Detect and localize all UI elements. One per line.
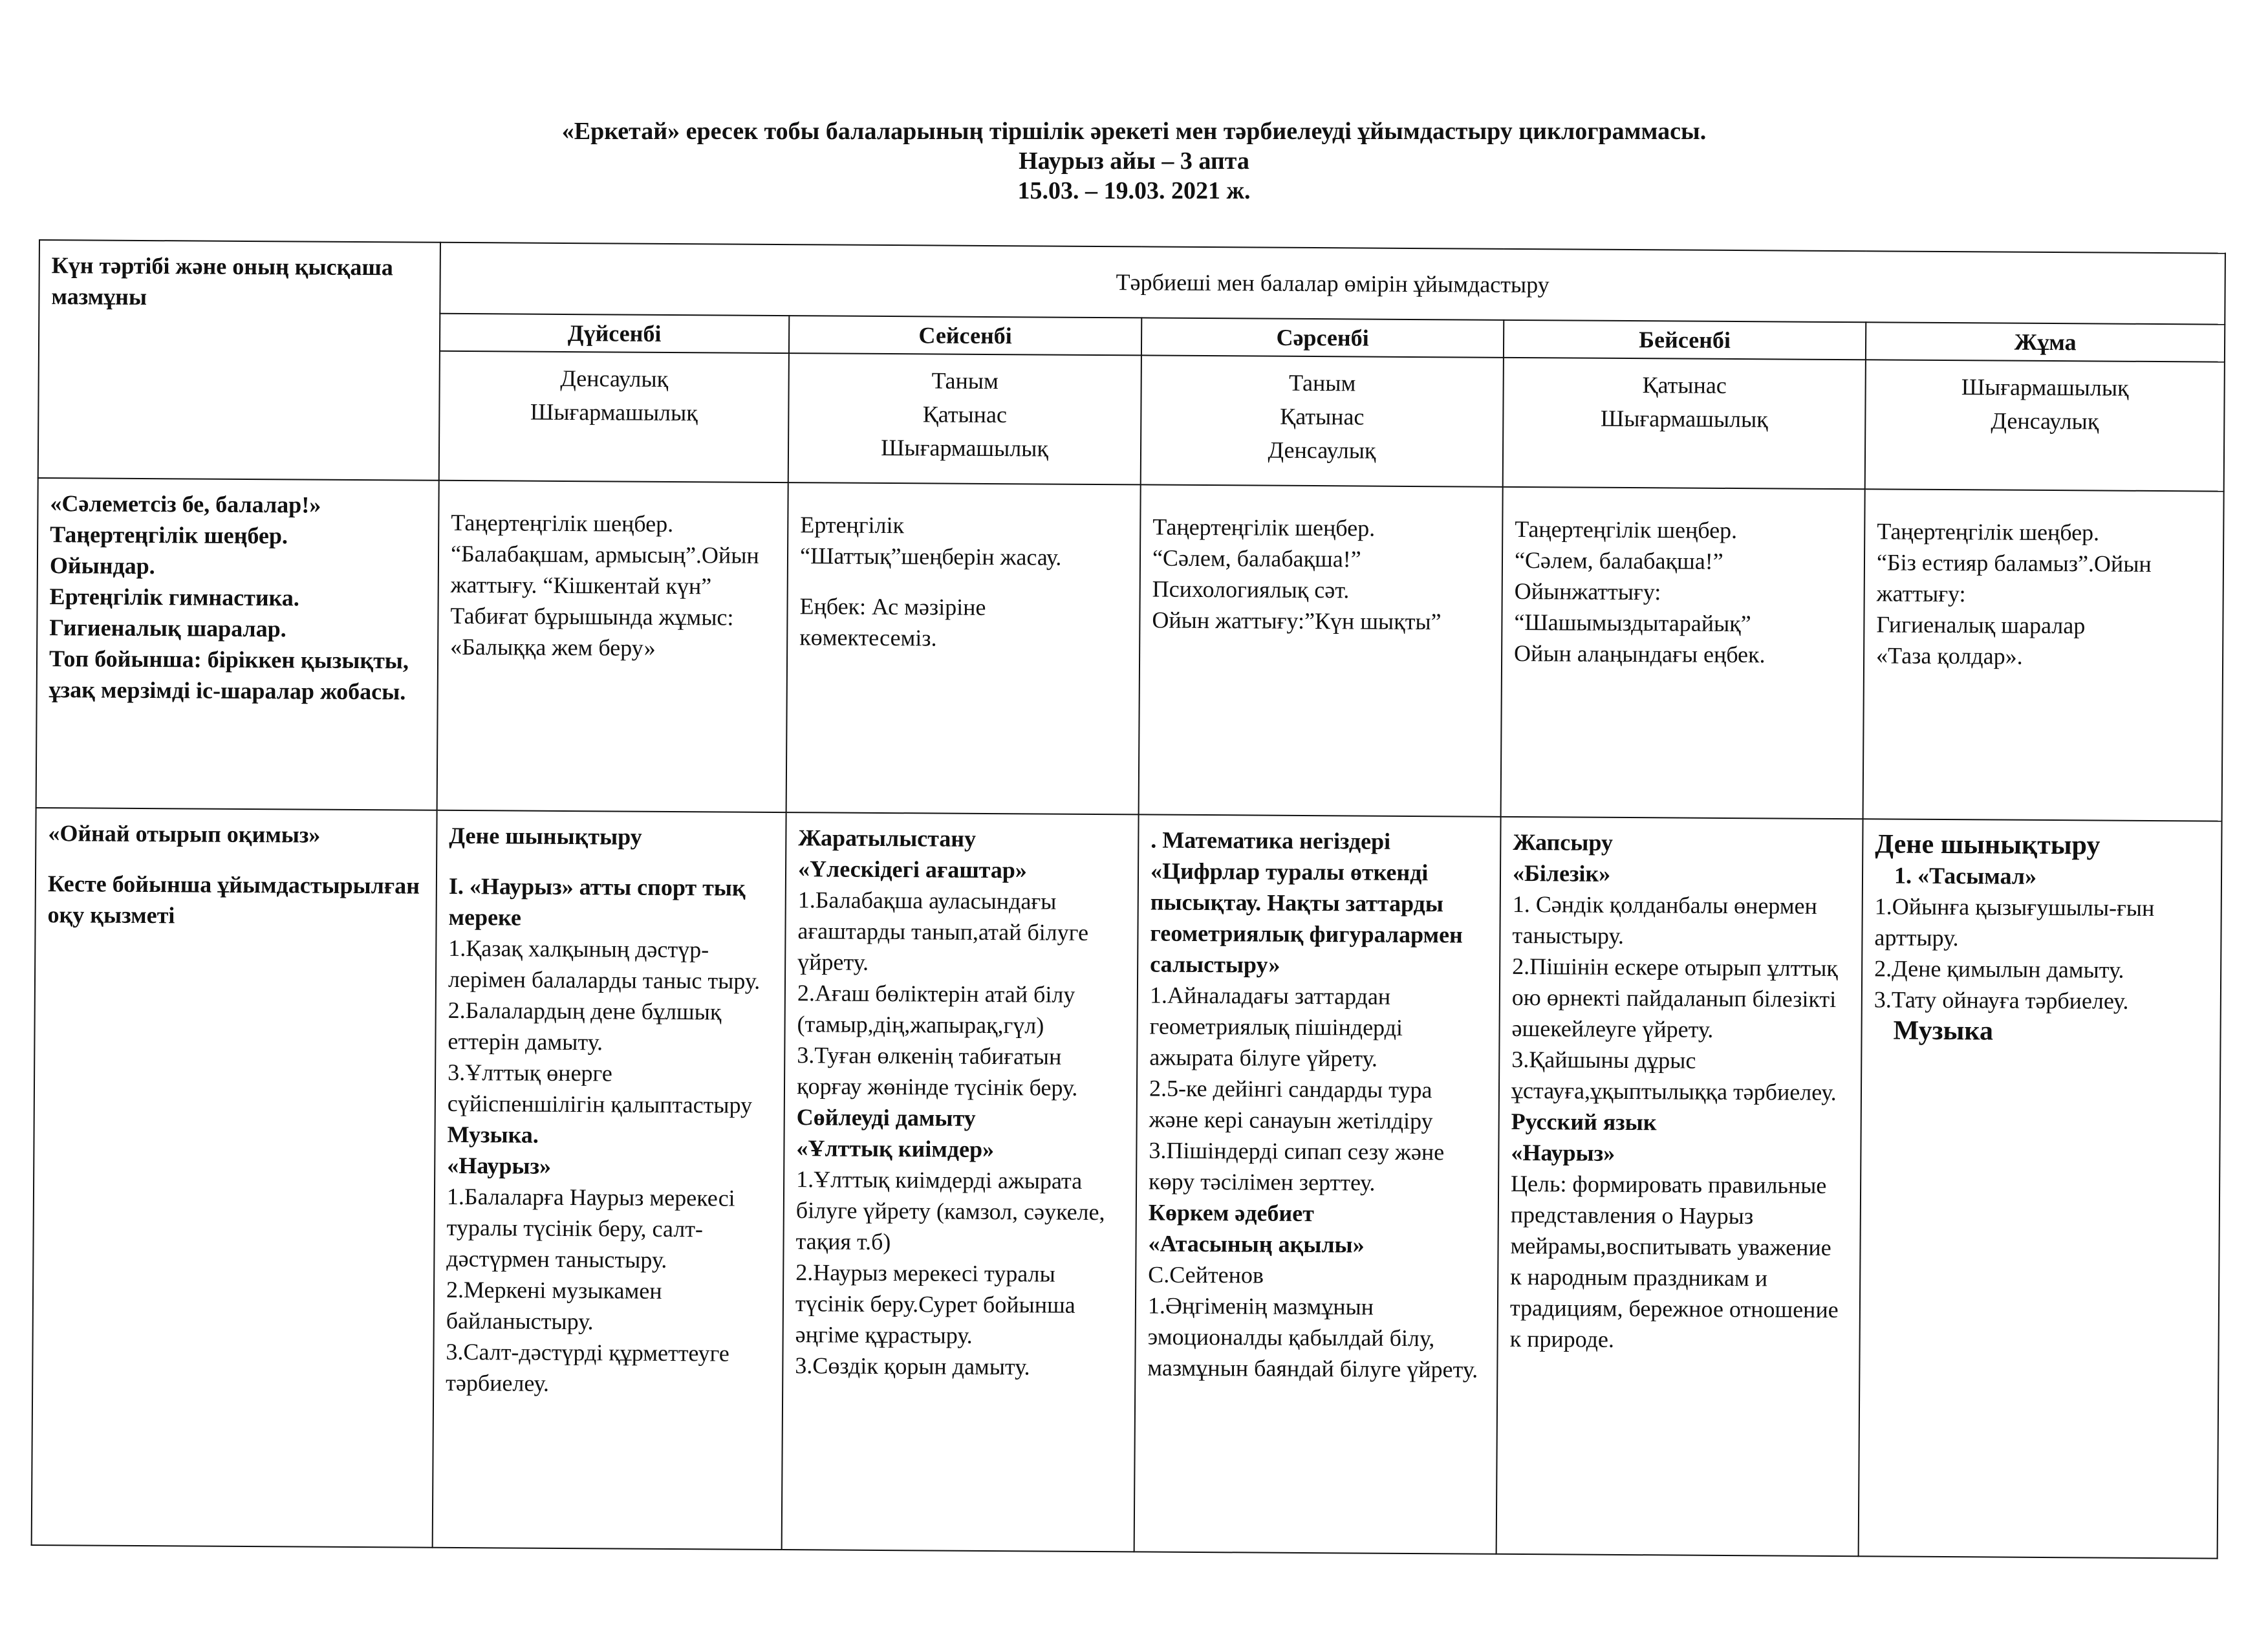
morning-line: Гигиеналық шаралар [1876,611,2086,639]
document-subtitle-month: Наурыз айы – 3 апта [1019,147,1249,175]
focus-item: Қатынас [1642,372,1727,398]
morning-line: «Таза қолдар». [1876,642,2023,669]
morning-line: Ойын жаттығу:”Күн шықты” [1152,607,1442,635]
row-head-line: Ойындар. [49,552,155,579]
day-name-wednesday: Сәрсенбі [1141,318,1504,357]
document-title: «Еркетай» ересек тобы балаларының тіршілік әрекеті мен тәрбиелеуді ұйымдастыру циклограммасы. [561,118,1707,145]
day-focus-thursday [1503,358,1866,489]
lesson-line: 2.Балалардың дене бұлшық еттерін дамыту. [448,997,722,1056]
lesson-line: 1.Балаларға Наурыз мерекесі туралы түсінік беру, салт-дәстүрмен таныстыру. [446,1183,735,1273]
row-head-line: Таңертеңгілік шеңбер. [50,521,288,549]
lesson-line: 1.Айналадағы заттардан геометриялық пішіндерді ажырата білуге үйрету. [1149,982,1403,1072]
lesson-line: Цель: формировать правильные представления о Наурыз мейрамы,воспитывать уважение к народным праздникам и традициям, бережное отношение к природе. [1509,1170,1839,1352]
focus-item: Қатынас [1280,403,1365,430]
friday-lesson-item: 3.Тату ойнауға тәрбиелеу. [1874,986,2129,1014]
morning-line: “Шаттық”шеңберін жасау. [799,543,1062,570]
lesson-heading: «Наурыз» [1511,1139,1615,1166]
lesson-heading: І. «Наурыз» атты спорт тық мереке [448,872,746,931]
focus-item: Денсаулық [560,365,669,392]
friday-lesson-item: 1.Ойынға қызығушылы-ғын арттыру. [1874,893,2155,951]
row-head-line: «Сәлеметсіз бе, балалар!» [50,490,321,518]
document-subtitle-dates: 15.03. – 19.03. 2021 ж. [1017,177,1251,204]
focus-item: Шығармашылық [881,434,1049,462]
lesson-heading: «Ұлттық киімдер» [796,1135,995,1163]
lesson-line: 3.Салт-дәстүрді құрметтеуге тәрбиелеу. [446,1338,729,1396]
row-morning-head [36,478,439,810]
morning-line: “Біз естияр баламыз”.Ойын жаттығу: [1876,549,2152,607]
day-name-monday: Дүйсенбі [440,314,789,353]
focus-item: Шығармашылық [1961,374,2129,401]
row-head-line: Кесте бойынша ұйымдастырылған оқу қызметі [47,871,420,929]
header-schedule-label: Күн тәртібі және оның қысқаша мазмұны [51,252,393,310]
lesson-line: 3.Туған өлкенің табиғатын қорғау жөнінде түсінік беру. [796,1042,1078,1101]
lesson-heading: . Математика негіздері [1150,827,1391,854]
focus-item: Таным [931,367,999,395]
lesson-heading: «Цифрлар туралы өткенді пысықтау. Нақты заттарды геометриялық фигуралармен салыстыру» [1150,858,1463,978]
morning-line: Таңертеңгілік шеңбер. [451,509,674,537]
lesson-line: 2.5-ке дейінгі сандарды тура және кері санауын жетілдіру [1149,1075,1433,1134]
lesson-line: 1.Әңгіменің мазмұнын эмоционалды қабылдай білу, мазмұнын баяндай білуге үйрету. [1147,1292,1478,1383]
focus-item: Шығармашылық [1600,405,1768,433]
morning-line: Таңертеңгілік шеңбер. [1515,515,1738,544]
morning-thursday [1501,487,1865,819]
lesson-heading: «Білезік» [1512,860,1611,887]
spacer [48,849,424,871]
morning-line: Таңертеңгілік шеңбер. [1152,514,1376,541]
lesson-line: 1.Ұлттық киімдерді ажырата білуге үйрету (камзол, сәукеле, тақия т.б) [795,1166,1105,1255]
lesson-line: 1. Сәндік қолданбалы өнермен таныстыру. [1512,891,1817,949]
row-head-line: Ертеңгілік гимнастика. [49,583,299,611]
lesson-heading: Русский язык [1511,1108,1657,1136]
morning-line: Табиғат бұрышында жұмыс: «Балыққа жем беру» [450,602,734,661]
header-organization-label: Тәрбиеші мен балалар өмірін ұйымдастыру [1116,269,1550,298]
day-focus-tuesday [788,353,1141,484]
lessons-monday [433,810,786,1550]
row-head-line: Гигиеналық шаралар. [49,614,286,642]
spacer [800,571,1128,592]
lesson-line: 3.Ұлттық өнерге сүйіспеншілігін қалыптастыру [447,1059,753,1118]
lesson-heading: «Атасының ақылы» [1148,1230,1365,1258]
row-head-line: «Ойнай отырып оқимыз» [48,820,321,848]
lessons-tuesday [782,812,1139,1552]
lesson-heading: Сөйлеуді дамыту [796,1104,976,1131]
lesson-line: 2.Меркені музыкамен байланыстыру. [446,1276,662,1335]
lesson-heading: Жапсыру [1513,828,1614,856]
focus-item: Таным [1288,369,1356,396]
lessons-wednesday [1134,814,1501,1554]
morning-line: Ойынжаттығу: [1514,578,1661,605]
lesson-heading: Жаратылыстану [798,825,977,852]
day-focus-monday [439,351,789,482]
day-name-tuesday: Сейсенбі [789,316,1141,355]
lesson-heading: Музыка. [447,1121,539,1148]
lessons-thursday [1496,817,1863,1556]
row-head-line: Топ бойынша: біріккен қызықты, ұзақ мерзімді іс-шаралар жобасы. [49,645,409,705]
focus-item: Денсаулық [1991,407,2099,435]
morning-tuesday [786,482,1141,814]
lesson-line: 2.Наурыз мерекесі туралы түсінік беру.Сурет бойынша әңгіме құрастыру. [795,1259,1075,1348]
day-focus-wednesday [1141,355,1504,486]
row-lessons-head [32,808,437,1548]
morning-line: “Шашымыздытарайық” [1514,609,1751,637]
morning-line: Психологиялық сәт. [1152,576,1350,603]
friday-lesson-title: Дене шынықтыру [1875,829,2101,861]
lesson-line: 3.Сөздік қорын дамыту. [795,1352,1030,1380]
lesson-line: С.Сейтенов [1148,1261,1264,1288]
cyclogram-table [31,239,2226,1559]
morning-line: Ертеңгілік [800,512,905,539]
lesson-line: 3.Пішіндерді сипап сезу және көру тәсілімен зерттеу. [1149,1137,1445,1196]
focus-item: Шығармашылық [530,398,698,426]
morning-friday [1863,489,2224,821]
lesson-heading: «Үлескідегі ағаштар» [797,856,1027,883]
lesson-line: 2.Пішінін ескере отырып ұлттық ою өрнекті пайдаланып білезікті әшекейлеуге үйрету. [1511,953,1838,1043]
focus-item: Қатынас [922,401,1008,428]
lesson-line: 3.Қайшыны дұрыс ұстауға,ұқыптылыққа тәрбиелеу. [1511,1046,1837,1106]
morning-monday [437,481,788,812]
friday-lesson-item: 2.Дене қимылын дамыту. [1874,955,2124,983]
lesson-heading: «Наурыз» [447,1152,552,1179]
day-name-friday: Жұма [1866,322,2225,362]
morning-wednesday [1139,484,1503,816]
friday-music-title: Музыка [1893,1015,1994,1046]
morning-line: “Сәлем, балабақша!” [1152,545,1361,572]
morning-line: Таңертеңгілік шеңбер. [1877,518,2100,546]
header-schedule-cell [38,240,440,481]
morning-line: “Балабақшам, армысың”.Ойын жаттығу. “Кішкентай күн” [450,540,759,600]
morning-line: “Сәлем, балабақша!” [1514,547,1723,574]
lesson-line [449,851,773,872]
lesson-heading: Дене шынықтыру [449,822,642,850]
day-name-thursday: Бейсенбі [1504,320,1866,360]
friday-lesson-sub: 1. «Тасымал» [1894,862,2037,889]
header-organization-cell [440,243,2225,325]
morning-line: Еңбек: Ас мәзіріне көмектесеміз. [799,593,986,651]
focus-item: Денсаулық [1268,437,1376,464]
lesson-line: 2.Ағаш бөліктерін атай білу (тамыр,дің,жапырақ,гүл) [797,980,1075,1039]
morning-line: Ойын алаңындағы еңбек. [1514,640,1766,668]
day-focus-friday [1865,360,2225,491]
lesson-heading: Көркем әдебиет [1148,1199,1315,1227]
lesson-line: 1.Қазақ халқының дәстүр-лерімен балаларды таныс тыру. [448,935,761,994]
lessons-friday [1859,819,2222,1558]
lesson-line: 1.Балабақша ауласындағы ағаштарды танып,атай білуге үйрету. [797,887,1089,975]
